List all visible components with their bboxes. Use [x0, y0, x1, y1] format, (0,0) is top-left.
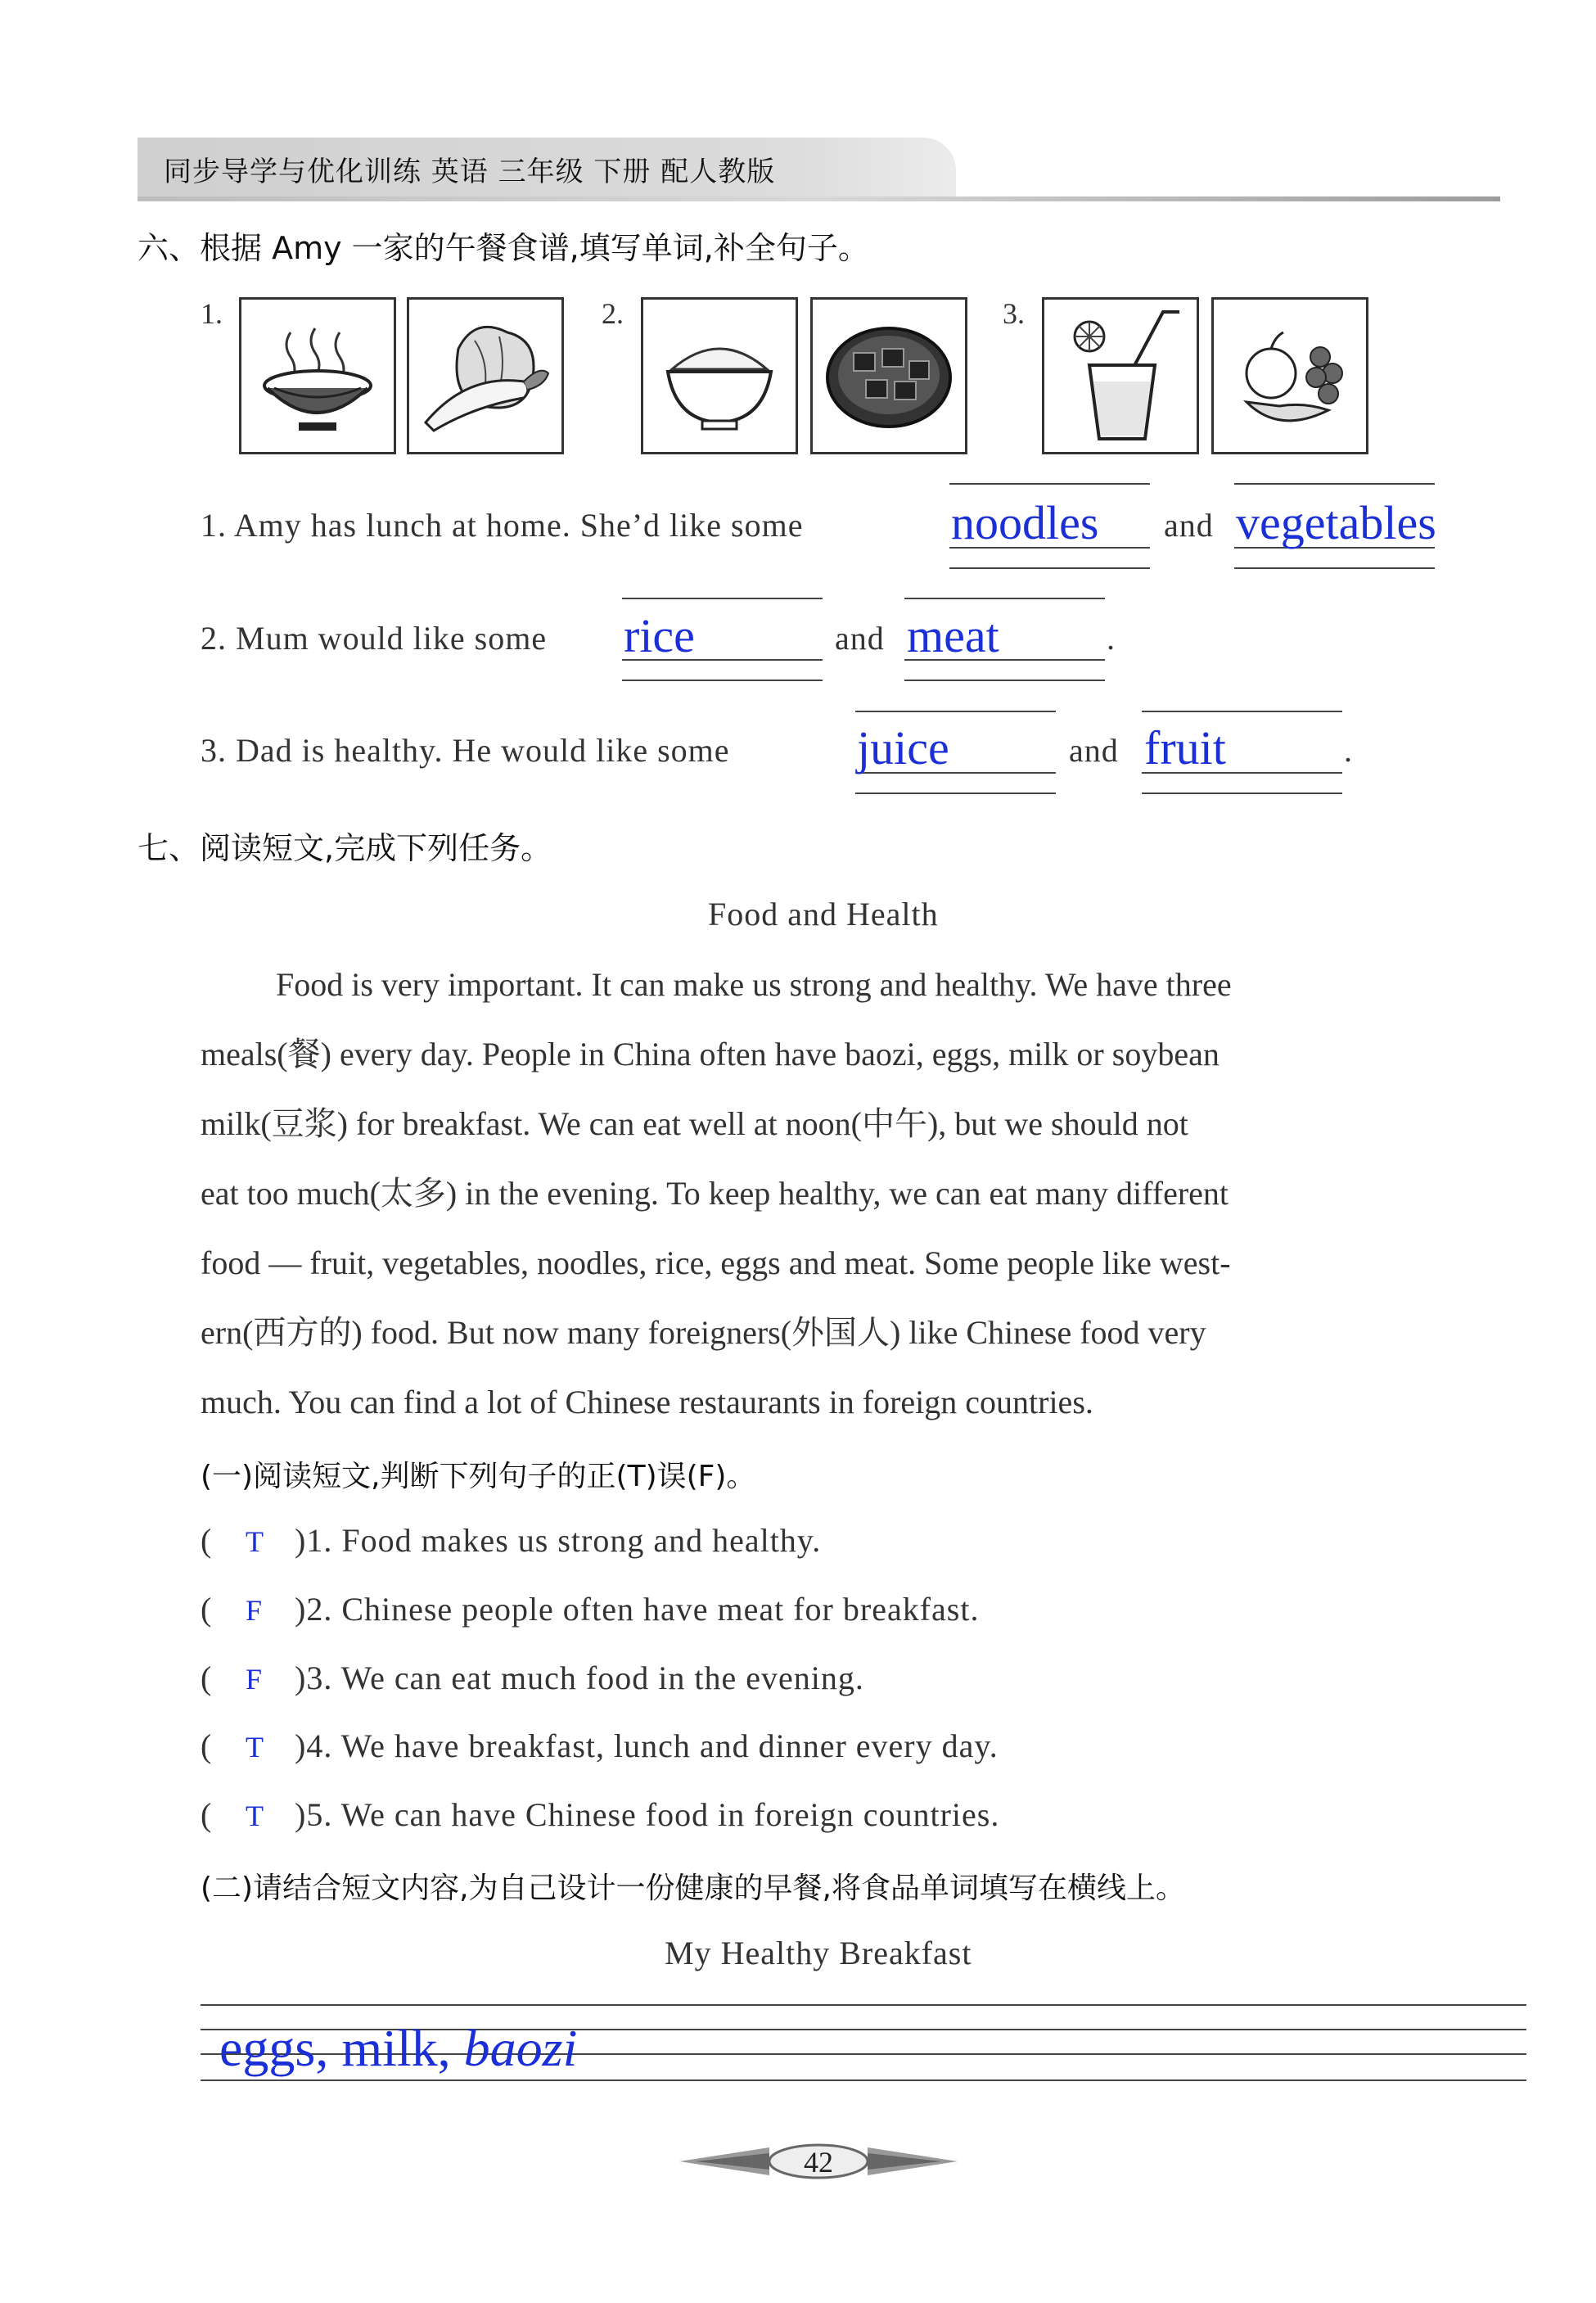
write-line [855, 711, 1056, 712]
tf-statement-4: )4. We have breakfast, lunch and dinner every day. [295, 1727, 999, 1764]
breakfast-answer-italic: baozi [463, 2019, 578, 2077]
rice-picture [641, 297, 798, 454]
write-line [1234, 567, 1435, 569]
noodles-picture [239, 297, 396, 454]
part1-instruction: (一)阅读短文,判断下列句子的正(T)误(F)。 [201, 1460, 756, 1493]
sentence-2-period: . [1107, 620, 1116, 657]
write-line [949, 567, 1150, 569]
write-line [201, 2004, 1526, 2006]
tf-open-paren: ( [201, 1727, 213, 1764]
passage-title: Food and Health [708, 896, 939, 932]
write-line [949, 483, 1150, 485]
tf-answer-1[interactable]: T [246, 1525, 264, 1558]
passage-line: Food is very important. It can make us strong and healthy. We have three [276, 966, 1232, 1003]
group3-number: 3. [1003, 297, 1025, 330]
write-line [622, 680, 823, 681]
answer-fruit[interactable]: fruit [1144, 721, 1226, 774]
passage-line: eat too much(太多) in the evening. To keep healthy, we can eat many different [201, 1175, 1229, 1212]
tf-open-paren: ( [201, 1522, 213, 1559]
answer-meat[interactable]: meat [907, 609, 999, 662]
header-rule [138, 196, 1500, 201]
write-line [904, 680, 1105, 681]
passage-line: ern(西方的) food. But now many foreigners(外国人) like Chinese food very [201, 1314, 1206, 1351]
tf-answer-2[interactable]: F [246, 1594, 263, 1627]
vegetables-picture [407, 297, 564, 454]
sentence-2-prefix: 2. Mum would like some [201, 620, 548, 657]
meat-picture [810, 297, 967, 454]
tf-statement-5: )5. We can have Chinese food in foreign countries. [295, 1796, 1000, 1833]
fruit-picture [1211, 297, 1368, 454]
answer-rice[interactable]: rice [624, 609, 695, 662]
group2-number: 2. [602, 297, 624, 330]
write-line [1234, 483, 1435, 485]
tf-answer-3[interactable]: F [246, 1663, 263, 1696]
tf-statement-1: )1. Food makes us strong and healthy. [295, 1522, 822, 1559]
passage-line: much. You can find a lot of Chinese restaurants in foreign countries. [201, 1384, 1093, 1420]
juice-picture [1042, 297, 1199, 454]
sentence-3-and: and [1069, 732, 1119, 769]
answer-vegetables[interactable]: vegetables [1236, 496, 1436, 549]
sentence-1-prefix: 1. Amy has lunch at home. She’d like some [201, 507, 804, 544]
write-line [201, 2079, 1526, 2081]
write-line [1142, 793, 1342, 794]
answer-juice[interactable]: juice [857, 721, 949, 774]
breakfast-answer[interactable] [219, 2018, 577, 2079]
passage [201, 950, 1502, 1437]
write-line [904, 598, 1105, 599]
tf-open-paren: ( [201, 1591, 213, 1628]
sentence-3-period: . [1344, 732, 1353, 769]
tf-statement-3: )3. We can eat much food in the evening. [295, 1660, 864, 1696]
part2-instruction: (二)请结合短文内容,为自己设计一份健康的早餐,将食品单词填写在横线上。 [201, 1872, 1185, 1905]
write-line [855, 793, 1056, 794]
passage-line: meals(餐) every day. People in China often have baozi, eggs, milk or soybean [201, 1036, 1220, 1072]
tf-answer-5[interactable]: T [246, 1800, 264, 1832]
book-title: 同步导学与优化训练 英语 三年级 下册 配人教版 [164, 156, 776, 188]
sentence-2-and: and [835, 620, 885, 657]
tf-open-paren: ( [201, 1796, 213, 1833]
section6-title: 六、根据 Amy 一家的午餐食谱,填写单词,补全句子。 [138, 230, 869, 266]
write-line [622, 598, 823, 599]
passage-line: milk(豆浆) for breakfast. We can eat well at noon(中午), but we should not [201, 1105, 1188, 1142]
tf-statement-2: )2. Chinese people often have meat for breakfast. [295, 1591, 980, 1628]
tf-open-paren: ( [201, 1660, 213, 1696]
tf-answer-4[interactable]: T [246, 1731, 264, 1763]
breakfast-answer-plain: eggs, milk, [219, 2019, 464, 2077]
page-number: 42 [804, 2146, 833, 2179]
write-line [1142, 711, 1342, 712]
section7-title: 七、阅读短文,完成下列任务。 [138, 830, 552, 866]
part2-title: My Healthy Breakfast [665, 1935, 972, 1971]
sentence-1-and: and [1164, 507, 1214, 544]
passage-line: food — fruit, vegetables, noodles, rice, eggs and meat. Some people like west- [201, 1244, 1231, 1281]
answer-noodles[interactable]: noodles [951, 496, 1099, 549]
sentence-3-prefix: 3. Dad is healthy. He would like some [201, 732, 730, 769]
group1-number: 1. [201, 297, 223, 330]
